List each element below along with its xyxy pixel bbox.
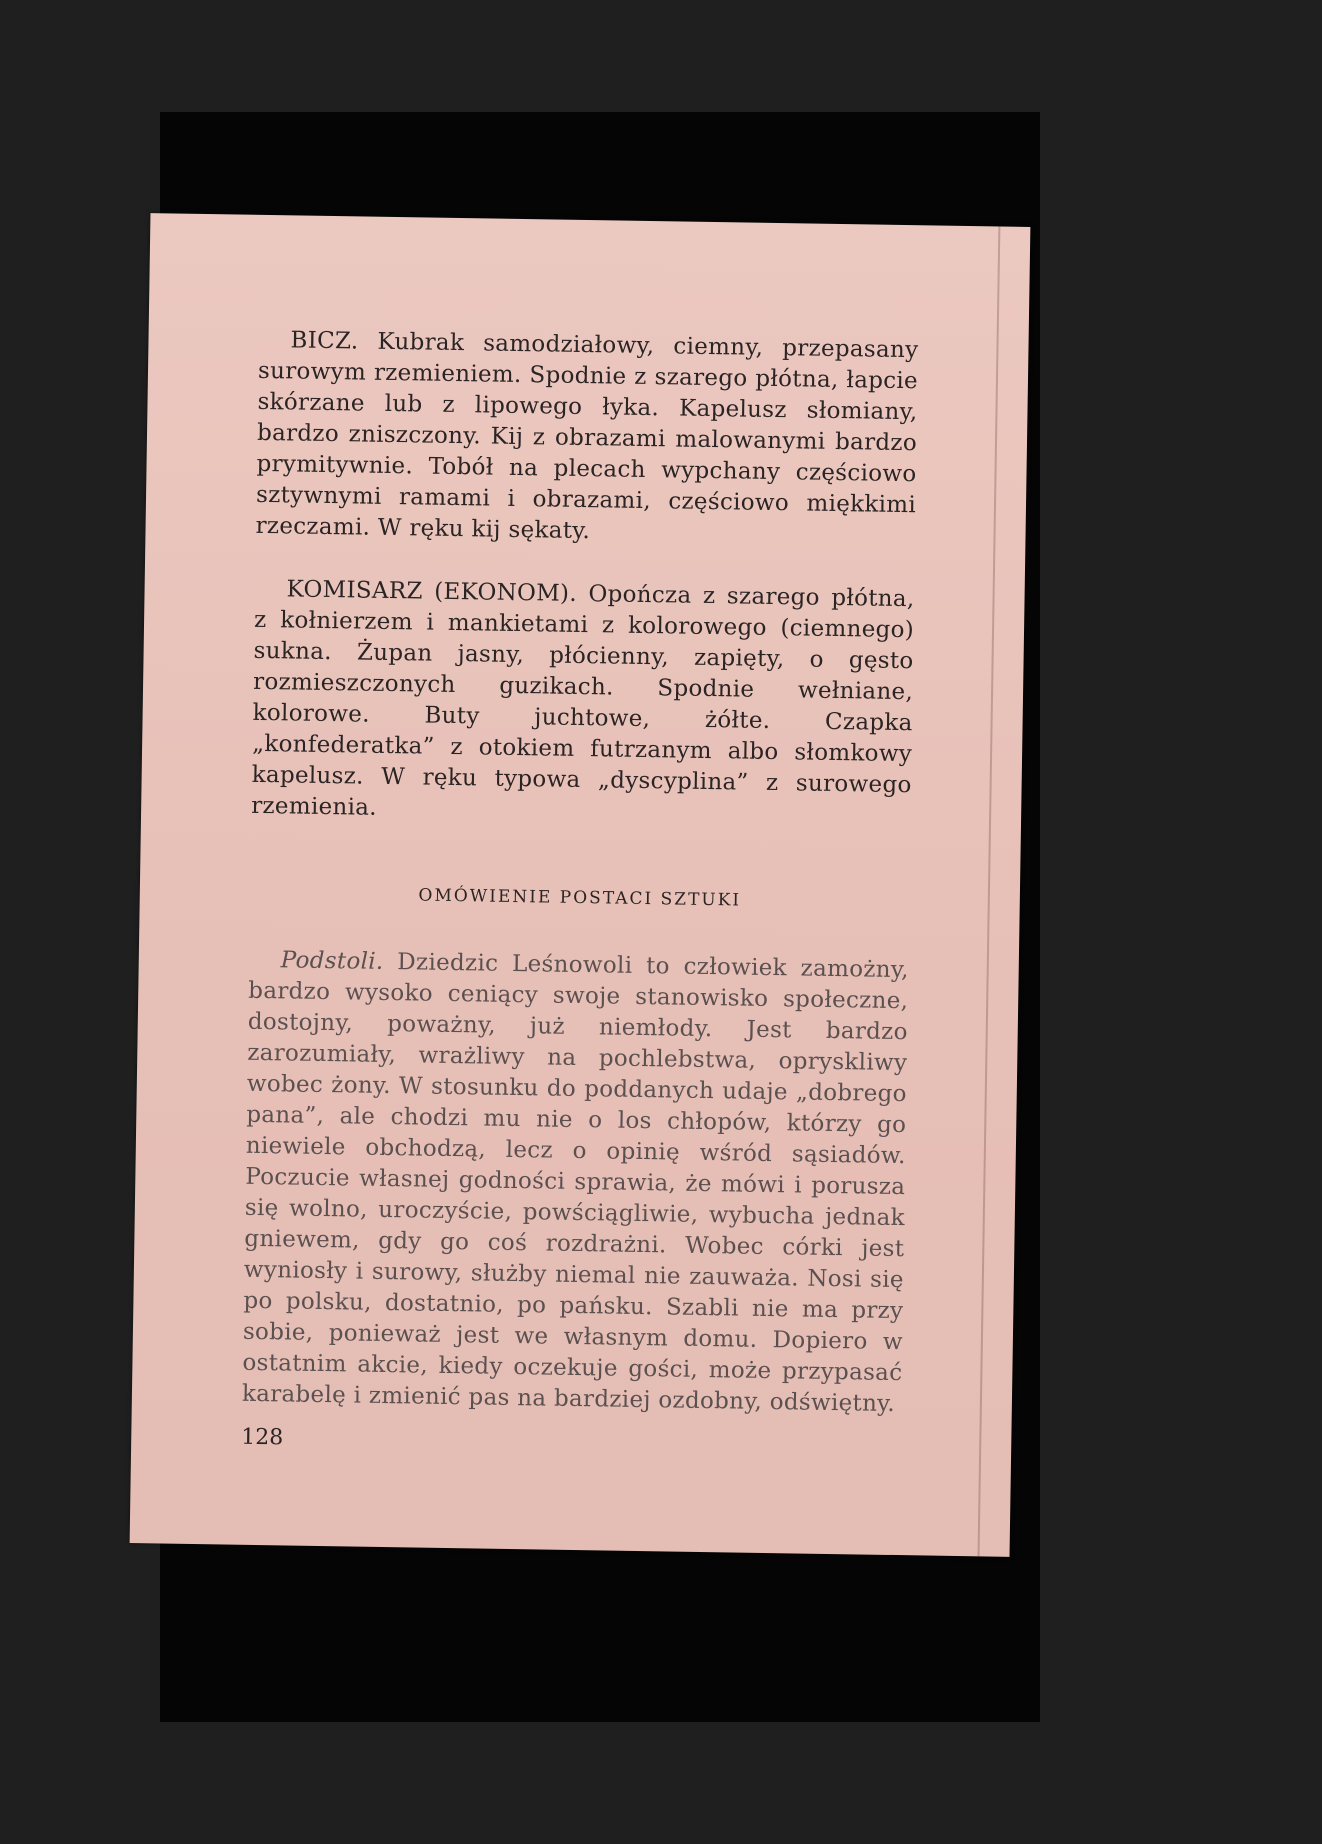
paragraph-podstoli [242, 945, 909, 1420]
page-fold [978, 226, 1001, 1556]
paragraph-text: Dziedzic Leśnowoli to człowiek zamożny, bardzo wysoko ceniący swoje stanowisko społeczne, dostojny, poważny, już niemłody. Jest bardzo zarozumiały, wrażliwy na pochlebstwa, opryskliwy wobec żony. W stosunku do poddanych udaje „dobrego pana”, ale chodzi mu nie o los chłopów, którzy go niewiele obchodzą, lecz o opinię wśród sąsiadów. Poczucie własnej godności sprawia, że mówi i porusza się wolno, uroczyście, powściągliwie, wybucha jednak gniewem, gdy go coś rozdrażni. Wobec córki jest wyniosły i surowy, służby niemal nie zauważa. Nosi się po polsku, dostatnio, po pańsku. Szabli nie ma przy sobie, ponieważ jest we własnym domu. Dopiero w ostatnim akcie, kiedy oczekuje gości, może przypasać karabelę i zmienić pas na bardziej ozdobny, odświętny. [241, 948, 909, 1418]
paragraph-lead: BICZ. [290, 327, 359, 355]
section-title: OMÓWIENIE POSTACI SZTUKI [418, 885, 742, 911]
paragraph-text: Kubrak samodziałowy, ciemny, przepasany surowym rzemieniem. Spodnie z szarego płótna, łapcie skórzane lub z lipowego łyka. Kapelusz słomiany, bardzo zniszczony. Kij z obrazami malowanymi bardzo prymitywnie. Tobół na plecach wypchany częściowo sztywnymi ramami i obrazami, częściowo miękkimi rzeczami. W ręku kij sękaty. [255, 328, 919, 545]
paragraph-lead: KOMISARZ (EKONOM). [286, 576, 578, 607]
paragraph-komisarz [251, 574, 915, 832]
page-number: 128 [241, 1424, 284, 1451]
book-page [130, 213, 1031, 1557]
paragraph-text: Opończa z szarego płótna, z kołnierzem i mankietami z kolorowego (ciemnego) sukna. Żupan jasny, płócienny, zapięty, o gęsto rozmieszczonych guzikach. Spodnie wełniane, kolorowe. Buty juchtowe, żółte. Czapka „konfederatka” z otokiem futrzanym albo słomkowy kapelusz. W ręku typowa „dyscyplina” z surowego rzemienia. [250, 580, 915, 821]
page-content [242, 325, 919, 1420]
paragraph-bicz [255, 325, 918, 552]
paragraph-lead: Podstoli. [280, 947, 384, 975]
